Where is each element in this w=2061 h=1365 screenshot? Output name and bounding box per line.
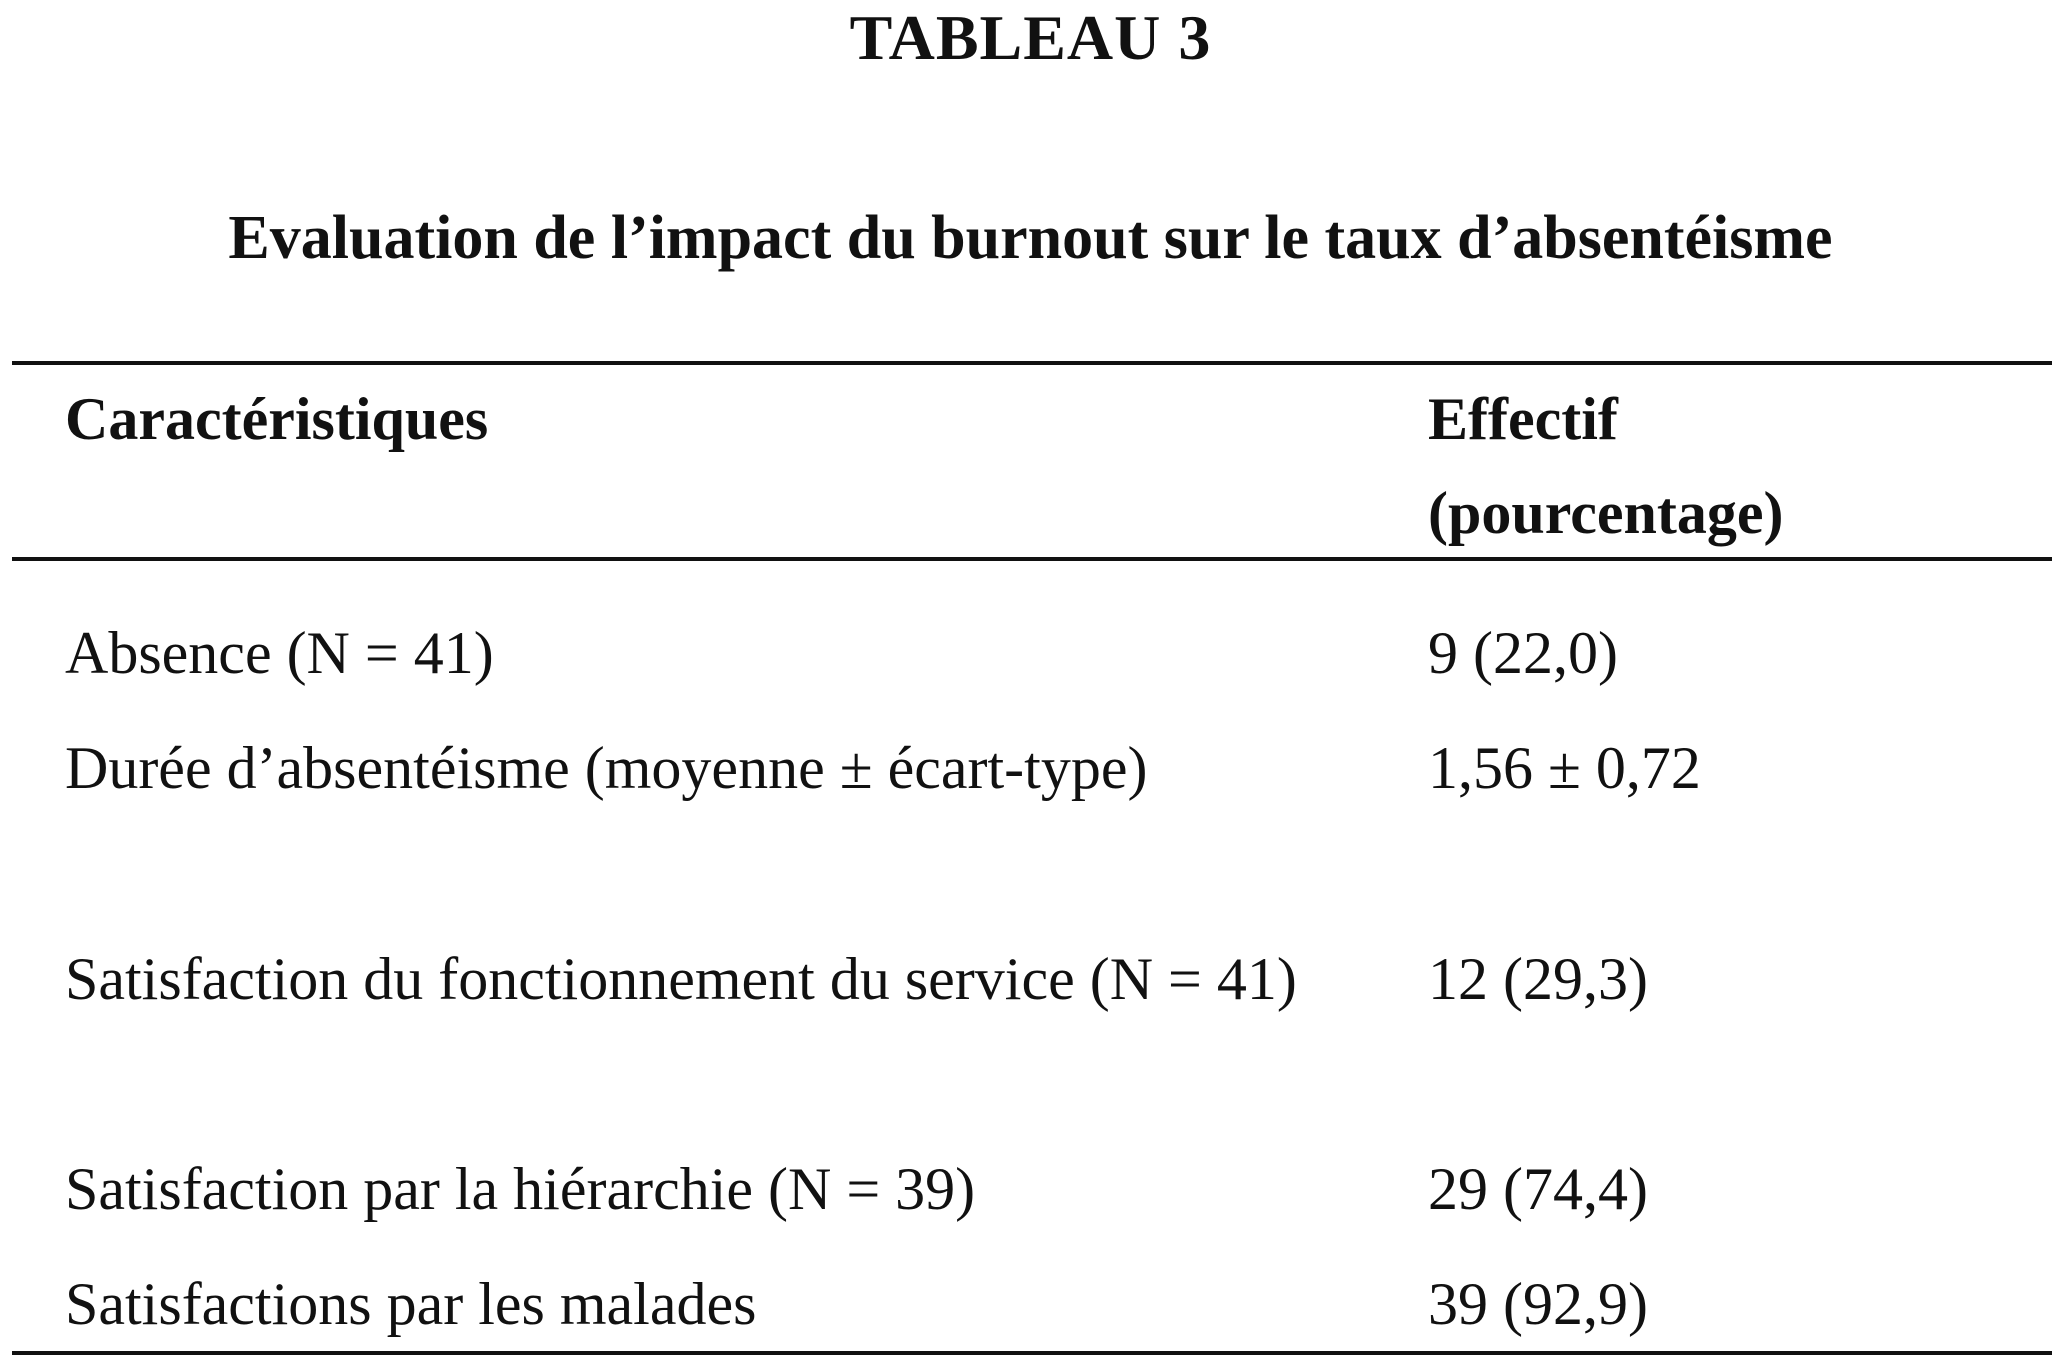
row-patients-satisfaction-value: 39 (92,9) xyxy=(1428,1271,1648,1337)
row-patients-satisfaction-label: Satisfactions par les malades xyxy=(65,1271,757,1337)
header-percentage-line: (pourcentage) xyxy=(1428,480,1784,546)
table-number-label: TABLEAU 3 xyxy=(849,2,1212,73)
table-top-rule xyxy=(12,361,2052,365)
row-absence-duration-value: 1,56 ± 0,72 xyxy=(1428,735,1701,801)
table-header-rule xyxy=(12,557,2052,561)
row-service-satisfaction-value: 12 (29,3) xyxy=(1428,946,1648,1012)
row-absence-label: Absence (N = 41) xyxy=(65,620,494,686)
row-service-satisfaction-label: Satisfaction du fonctionnement du service (N = 41) xyxy=(65,946,1297,1012)
table-title: Evaluation de l’impact du burnout sur le taux d’absentéisme xyxy=(228,204,1833,272)
row-absence-duration-label: Durée d’absentéisme (moyenne ± écart-type) xyxy=(65,735,1148,801)
header-count-line: Effectif xyxy=(1428,386,1618,452)
table-bottom-rule xyxy=(12,1351,2052,1355)
header-characteristics: Caractéristiques xyxy=(65,386,489,452)
row-absence-value: 9 (22,0) xyxy=(1428,620,1618,686)
row-hierarchy-satisfaction-label: Satisfaction par la hiérarchie (N = 39) xyxy=(65,1156,976,1222)
row-hierarchy-satisfaction-value: 29 (74,4) xyxy=(1428,1156,1648,1222)
header-count-percentage xyxy=(1428,372,2028,560)
